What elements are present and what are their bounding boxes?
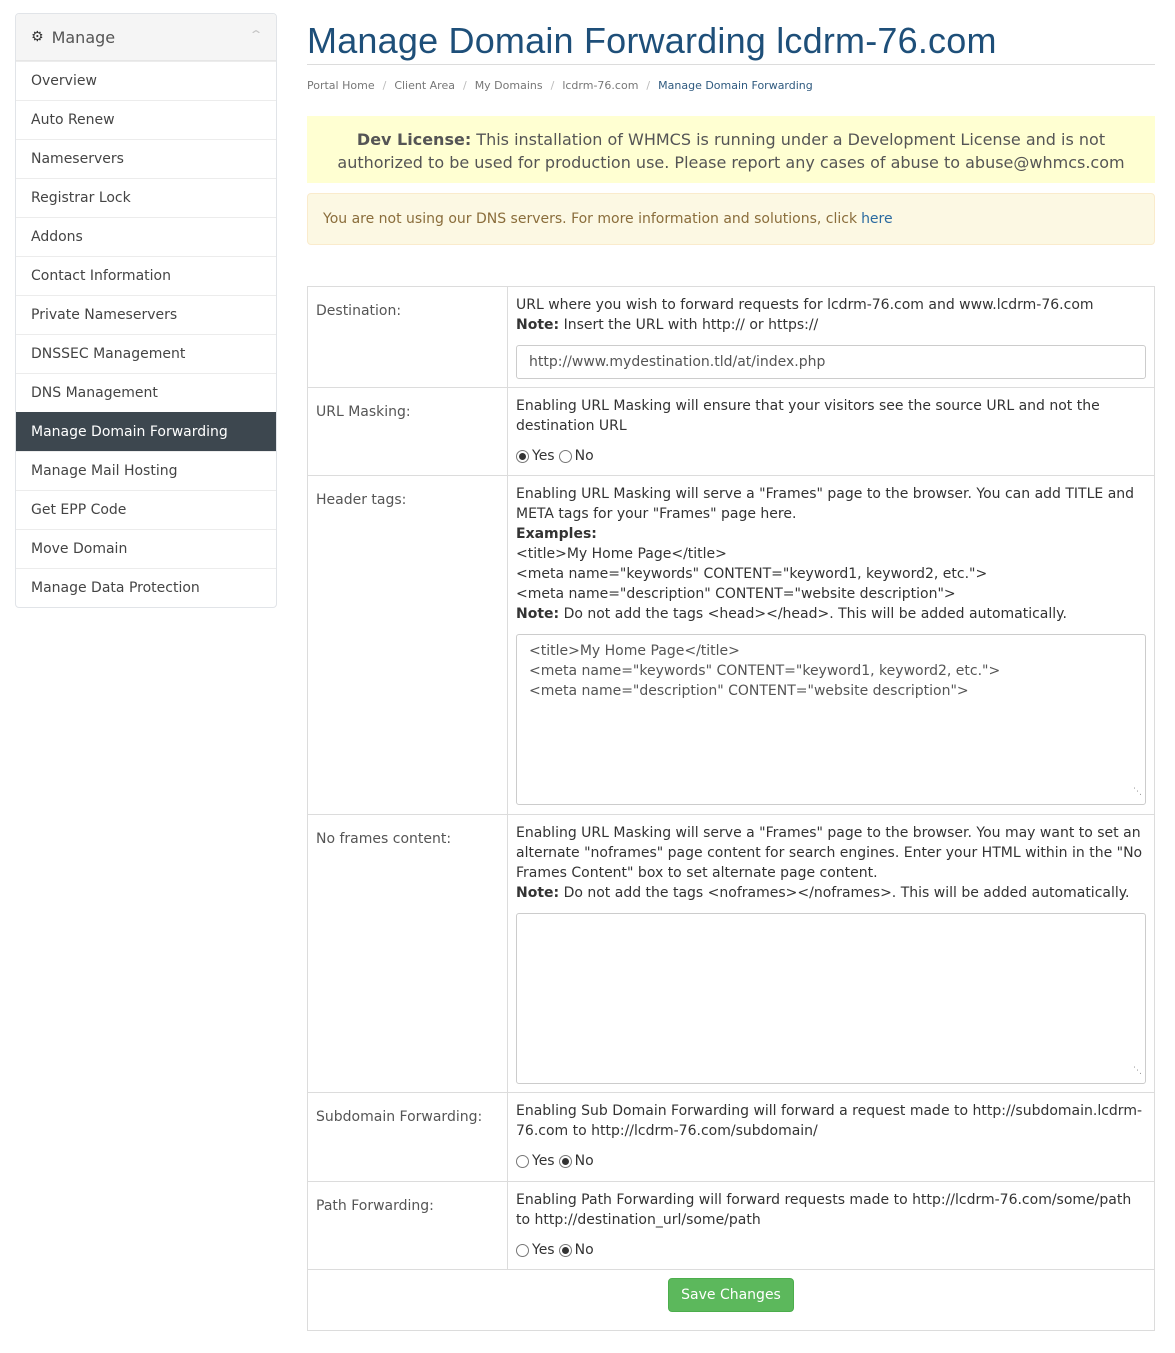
sidebar-item-registrar-lock[interactable]	[16, 178, 276, 217]
sidebar-item-overview[interactable]	[16, 61, 276, 100]
sidebar-item-label: Addons	[31, 229, 83, 245]
sidebar-item-addons[interactable]	[16, 217, 276, 256]
header-tags-textarea[interactable]	[516, 634, 1146, 805]
url-masking-yes-radio[interactable]	[516, 450, 529, 463]
sidebar-item-label: Manage Data Protection	[31, 580, 200, 596]
destination-label: Destination:	[308, 287, 508, 388]
sidebar-item-label: DNS Management	[31, 385, 158, 401]
sidebar-item-manage-data-protection[interactable]	[16, 568, 276, 607]
main-content	[307, 0, 1155, 1331]
breadcrumb-separator: /	[462, 78, 467, 92]
subdomain-yes-radio[interactable]	[516, 1155, 529, 1168]
dev-license-banner	[307, 116, 1155, 183]
destination-note: Insert the URL with http:// or https://	[559, 317, 819, 333]
sidebar-item-label: Private Nameservers	[31, 307, 178, 323]
path-no-label: No	[574, 1242, 594, 1258]
breadcrumb-separator: /	[646, 78, 651, 92]
header-tags-example-3: <meta name="description" CONTENT="website description">	[516, 586, 956, 602]
gear-icon: ⚙	[31, 29, 44, 45]
breadcrumb-my-domains[interactable]: My Domains	[474, 78, 543, 92]
sidebar-item-label: Auto Renew	[31, 112, 115, 128]
sidebar-item-label: Overview	[31, 73, 97, 89]
sidebar-item-label: DNSSEC Management	[31, 346, 186, 362]
subdomain-forwarding-label: Subdomain Forwarding:	[308, 1093, 508, 1182]
sidebar-item-get-epp-code[interactable]	[16, 490, 276, 529]
path-no-radio[interactable]	[559, 1244, 572, 1257]
path-yes-radio[interactable]	[516, 1244, 529, 1257]
noframes-textarea[interactable]	[516, 913, 1146, 1084]
url-masking-no-radio[interactable]	[559, 450, 572, 463]
breadcrumb-domain[interactable]: lcdrm-76.com	[562, 78, 639, 92]
sidebar-item-auto-renew[interactable]	[16, 100, 276, 139]
subdomain-no-label: No	[574, 1153, 594, 1169]
sidebar-item-label: Manage Mail Hosting	[31, 463, 178, 479]
resize-grip-icon[interactable]: ⋱	[1133, 1066, 1142, 1076]
breadcrumb-client-area[interactable]: Client Area	[394, 78, 455, 92]
url-masking-no-label: No	[574, 448, 594, 464]
path-forwarding-help: Enabling Path Forwarding will forward requests made to http://lcdrm-76.com/some/path to http://destination_url/some/path	[516, 1192, 1132, 1228]
sidebar-item-manage-domain-forwarding[interactable]	[16, 412, 276, 451]
subdomain-no-radio[interactable]	[559, 1155, 572, 1168]
breadcrumb-separator: /	[382, 78, 387, 92]
resize-grip-icon[interactable]: ⋱	[1133, 787, 1142, 797]
subdomain-forwarding-help: Enabling Sub Domain Forwarding will forward a request made to http://subdomain.lcdrm-76.com to http://lcdrm-76.com/subdomain/	[516, 1103, 1143, 1139]
noframes-help: Enabling URL Masking will serve a "Frames" page to the browser. You may want to set an alternate "noframes" page content for search engines. Enter your HTML within in the "No Frames Content" box to set alternate page content.	[516, 825, 1143, 881]
subdomain-yes-label: Yes	[532, 1153, 555, 1169]
save-changes-button[interactable]: Save Changes	[668, 1278, 794, 1312]
page-title: Manage Domain Forwarding lcdrm-76.com	[307, 0, 1155, 65]
dev-license-text: This installation of WHMCS is running under a Development License and is not authorized to be used for production use. Please report any cases of abuse to abuse@whmcs.com	[337, 130, 1125, 172]
dns-warning-alert	[307, 193, 1155, 245]
dns-alert-text: You are not using our DNS servers. For more information and solutions, click	[323, 211, 858, 227]
sidebar-item-dnssec-management[interactable]	[16, 334, 276, 373]
header-tags-examples-label: Examples:	[516, 526, 597, 542]
sidebar-manage-panel	[15, 13, 277, 608]
breadcrumb-current: Manage Domain Forwarding	[658, 78, 813, 92]
breadcrumb	[307, 65, 1155, 109]
header-tags-example-2: <meta name="keywords" CONTENT="keyword1, keyword2, etc.">	[516, 566, 988, 582]
url-masking-label: URL Masking:	[308, 388, 508, 476]
header-tags-value: <title>My Home Page</title> <meta name="keywords" CONTENT="keyword1, keyword2, etc."> <meta name="description" CONTENT="website description">	[529, 643, 1001, 699]
destination-url-input[interactable]: http://www.mydestination.tld/at/index.php	[516, 345, 1146, 379]
dev-license-label: Dev License:	[356, 130, 472, 149]
header-tags-label: Header tags:	[308, 476, 508, 815]
sidebar-item-label: Manage Domain Forwarding	[31, 424, 228, 440]
path-forwarding-label: Path Forwarding:	[308, 1182, 508, 1270]
sidebar-item-private-nameservers[interactable]	[16, 295, 276, 334]
dns-alert-link[interactable]: here	[861, 211, 893, 227]
sidebar-item-label: Get EPP Code	[31, 502, 127, 518]
sidebar-item-label: Registrar Lock	[31, 190, 131, 206]
chevron-up-icon[interactable]: ⌃	[248, 28, 264, 42]
path-yes-label: Yes	[532, 1242, 555, 1258]
destination-help: URL where you wish to forward requests for lcdrm-76.com and www.lcdrm-76.com	[516, 297, 1094, 313]
sidebar-item-move-domain[interactable]	[16, 529, 276, 568]
noframes-note: Do not add the tags <noframes></noframes>. This will be added automatically.	[559, 885, 1130, 901]
url-masking-help: Enabling URL Masking will ensure that your visitors see the source URL and not the destination URL	[516, 398, 1100, 434]
header-tags-example-1: <title>My Home Page</title>	[516, 546, 727, 562]
sidebar-item-dns-management[interactable]	[16, 373, 276, 412]
header-tags-note: Do not add the tags <head></head>. This will be added automatically.	[559, 606, 1067, 622]
sidebar-item-nameservers[interactable]	[16, 139, 276, 178]
noframes-label: No frames content:	[308, 815, 508, 1093]
sidebar-header[interactable]	[16, 14, 276, 61]
noframes-note-label: Note:	[516, 885, 560, 901]
header-tags-note-label: Note:	[516, 606, 560, 622]
header-tags-help: Enabling URL Masking will serve a "Frames" page to the browser. You can add TITLE and META tags for your "Frames" page here.	[516, 486, 1135, 522]
breadcrumb-separator: /	[550, 78, 555, 92]
forwarding-form-table	[307, 286, 1155, 1331]
url-masking-yes-label: Yes	[532, 448, 555, 464]
breadcrumb-portal-home[interactable]: Portal Home	[307, 78, 375, 92]
sidebar-item-manage-mail-hosting[interactable]	[16, 451, 276, 490]
sidebar-item-label: Move Domain	[31, 541, 128, 557]
save-row	[308, 1270, 1155, 1331]
sidebar-item-contact-information[interactable]	[16, 256, 276, 295]
destination-note-label: Note:	[516, 317, 560, 333]
sidebar-header-title: Manage	[51, 27, 116, 47]
sidebar-item-label: Contact Information	[31, 268, 171, 284]
sidebar-item-label: Nameservers	[31, 151, 124, 167]
